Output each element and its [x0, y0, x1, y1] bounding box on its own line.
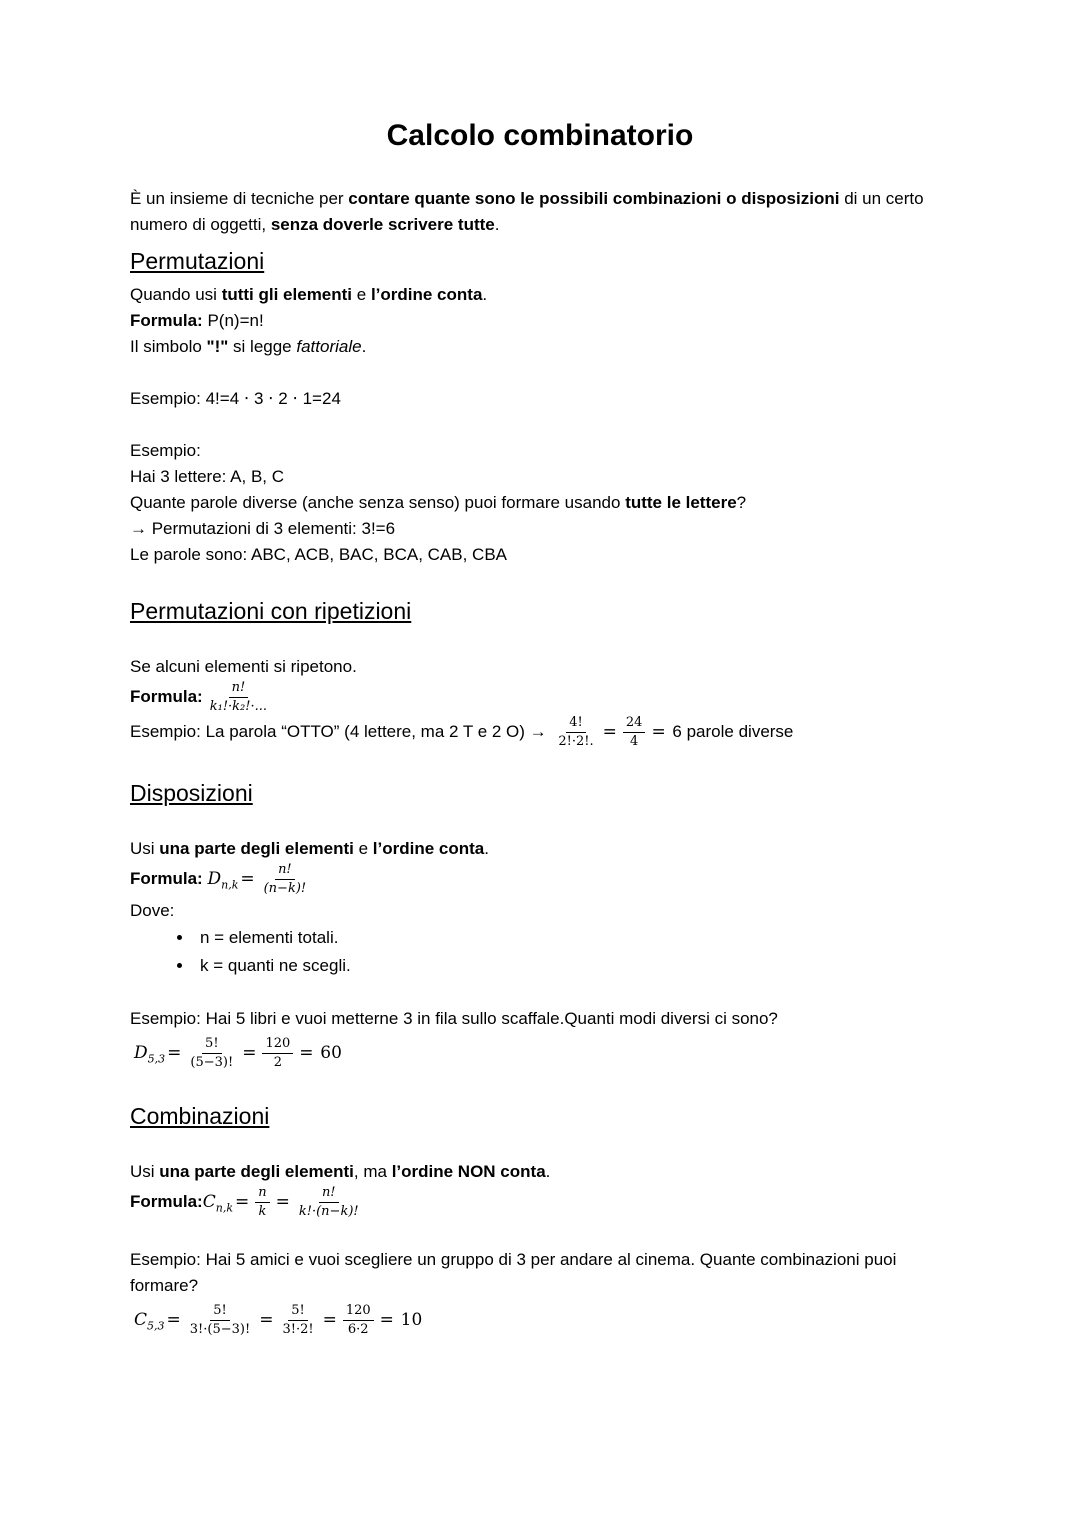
intro-bold-2: senza doverle scrivere tutte — [270, 215, 495, 234]
math-subscript: n,k — [215, 1201, 233, 1215]
section-heading-permutazioni: Permutazioni — [130, 248, 265, 274]
disposizioni-esempio-line: Esempio: Hai 5 libri e vuoi metterne 3 in fila sullo scaffale.Quanti modi diversi ci sono? — [130, 1009, 778, 1029]
intro-text-1: È un insieme di tecniche per — [130, 189, 349, 208]
fraction — [262, 1036, 293, 1071]
section-heading-combinazioni: Combinazioni — [130, 1102, 270, 1129]
intro-text-2: di un certo numero di oggetti, — [130, 189, 924, 234]
bold-segment: tutti gli elementi — [221, 285, 353, 304]
equals-sign: = — [651, 721, 666, 742]
esempio-risultato-line: → Permutazioni di 3 elementi: 3!=6 — [130, 519, 396, 538]
spacer — [130, 1221, 950, 1247]
math-variable: C — [202, 1191, 216, 1212]
equals-sign: = — [299, 1043, 314, 1064]
fraction-denominator: 4 — [630, 734, 639, 749]
equals-sign: = — [602, 721, 617, 742]
disposizioni-formula-line — [130, 862, 950, 898]
formula-label: Formula: — [130, 686, 203, 706]
text-segment: . — [482, 285, 488, 304]
math-result: 60 — [320, 1043, 342, 1064]
formula-label: Formula: — [130, 1191, 203, 1211]
text-segment: si legge — [228, 337, 297, 356]
bold-segment: una parte degli elementi — [159, 1161, 354, 1181]
text-segment: ? — [736, 493, 747, 512]
perm-rip-desc-line: Se alcuni elementi si ripetono. — [130, 657, 357, 676]
fraction-numerator: n! — [275, 862, 295, 880]
math-result: 10 — [400, 1310, 423, 1331]
text-segment: Quante parole diverse (anche senza senso) puoi formare usando — [130, 493, 626, 512]
fraction-numerator: 5! — [210, 1303, 230, 1321]
bold-segment: l’ordine conta — [370, 285, 483, 304]
disposizioni-uso-line — [130, 836, 950, 862]
formula-label: Formula: — [130, 311, 203, 330]
fraction-numerator: 5! — [288, 1303, 308, 1321]
combinazioni-calcolo-line — [134, 1303, 950, 1339]
esempio-parole-line: Le parole sono: ABC, ACB, BAC, BCA, CAB, CBA — [130, 545, 508, 564]
fraction-denominator: (n−k)! — [263, 881, 307, 896]
fraction-denominator: 3!·2! — [282, 1322, 314, 1338]
text-segment: 6 parole diverse — [667, 721, 794, 741]
dove-label-line: Dove: — [130, 901, 175, 921]
fraction — [623, 715, 646, 750]
spacer — [130, 412, 950, 438]
equals-sign: = — [240, 868, 255, 889]
fraction-denominator: 2 — [273, 1055, 282, 1071]
intro-text-3: . — [494, 215, 500, 234]
combinazioni-esempio-line: Esempio: Hai 5 amici e vuoi scegliere un gruppo di 3 per andare al cinema. Quante combinazioni puoi formare? — [130, 1250, 897, 1296]
esempio-domanda-line — [130, 490, 950, 516]
intro-paragraph — [130, 186, 950, 238]
math-variable: D — [134, 1043, 148, 1064]
text-segment: . — [545, 1161, 551, 1181]
bold-segment: "!" — [206, 337, 229, 356]
text-segment: Quando usi — [130, 285, 222, 304]
text-segment: Il simbolo — [130, 337, 207, 356]
fraction — [187, 1036, 236, 1071]
italic-segment: fattoriale — [296, 337, 362, 356]
formula-label: Formula: — [130, 868, 203, 888]
list-item: • k = quanti ne scegli. — [194, 952, 950, 980]
combinazioni-uso-line — [130, 1159, 950, 1185]
dove-bullet-list — [130, 924, 950, 980]
text-segment: Usi — [130, 839, 160, 858]
fraction — [279, 1303, 316, 1338]
fraction — [343, 1303, 374, 1338]
fraction — [255, 1185, 269, 1220]
fraction-numerator: n — [255, 1185, 269, 1203]
perm-rip-formula-line — [130, 680, 950, 715]
bold-segment: l’ordine conta — [372, 839, 485, 858]
formula-text: P(n)=n! — [202, 311, 264, 330]
text-segment: Usi — [130, 1161, 160, 1181]
fraction-denominator: k₁!·k₂!·... — [209, 699, 268, 714]
text-segment: e — [352, 285, 371, 304]
list-item: • n = elementi totali. — [194, 924, 950, 952]
fraction-numerator: 24 — [623, 715, 646, 733]
esempio-fattoriale-line: Esempio: 4!=4 ⋅ 3 ⋅ 2 ⋅ 1=24 — [130, 389, 341, 408]
fraction — [261, 862, 310, 897]
equals-sign: = — [275, 1191, 290, 1212]
fraction-denominator: 6·2 — [347, 1322, 369, 1338]
permutazioni-uso-line — [130, 282, 950, 308]
text-segment: e — [353, 839, 373, 858]
math-subscript: n,k — [221, 878, 239, 892]
esempio-lettere-line: Hai 3 lettere: A, B, C — [130, 467, 285, 486]
bold-segment: tutte le lettere — [625, 493, 737, 512]
fraction-denominator: (5−3)! — [190, 1055, 234, 1071]
equals-sign: = — [167, 1043, 182, 1064]
fraction-denominator: 3!·(5−3)! — [189, 1322, 251, 1338]
equals-sign: = — [379, 1310, 394, 1331]
permutazioni-simbolo-line — [130, 334, 950, 360]
equals-sign: = — [259, 1310, 274, 1331]
fraction-numerator: 5! — [202, 1036, 222, 1054]
intro-bold-1: contare quante sono le possibili combinazioni o disposizioni — [348, 189, 840, 208]
fraction — [207, 680, 270, 715]
spacer — [130, 360, 950, 386]
disposizioni-calcolo-line — [134, 1036, 950, 1072]
fraction-denominator: 2!·2!. — [558, 734, 594, 749]
text-segment: . — [361, 337, 367, 356]
fraction-denominator: k — [258, 1203, 267, 1219]
text-segment: , ma — [353, 1161, 392, 1181]
fraction-denominator: k!·(n−k)! — [298, 1203, 359, 1219]
equals-sign: = — [322, 1310, 337, 1331]
math-subscript: 5,3 — [147, 1319, 165, 1333]
fraction-numerator: 120 — [343, 1303, 374, 1321]
fraction-numerator: 120 — [262, 1036, 293, 1054]
math-variable: D — [207, 868, 222, 889]
math-variable: C — [134, 1310, 148, 1331]
section-heading-disposizioni: Disposizioni — [130, 780, 253, 806]
text-segment: Esempio: La parola “OTTO” (4 lettere, ma 2 T e 2 O) → — [130, 721, 552, 741]
perm-rip-esempio-line — [130, 715, 950, 750]
fraction — [296, 1185, 362, 1220]
permutazioni-formula-line — [130, 308, 950, 334]
fraction-numerator: n! — [229, 680, 249, 698]
section-heading-permutazioni-ripetizioni: Permutazioni con ripetizioni — [130, 598, 412, 624]
fraction — [187, 1303, 253, 1338]
equals-sign: = — [166, 1310, 181, 1331]
equals-sign: = — [235, 1191, 250, 1212]
math-subscript: 5,3 — [147, 1052, 166, 1066]
fraction — [555, 715, 596, 750]
bold-segment: l’ordine NON conta — [391, 1161, 546, 1181]
fraction-numerator: 4! — [566, 715, 586, 733]
equals-sign: = — [242, 1043, 257, 1064]
esempio-label-line: Esempio: — [130, 441, 201, 460]
spacer — [130, 980, 950, 1006]
combinazioni-formula-line — [130, 1185, 950, 1221]
fraction-numerator: n! — [319, 1185, 339, 1203]
text-segment: . — [484, 839, 489, 858]
page-title: Calcolo combinatorio — [386, 119, 694, 152]
bold-segment: una parte degli elementi — [159, 839, 354, 858]
